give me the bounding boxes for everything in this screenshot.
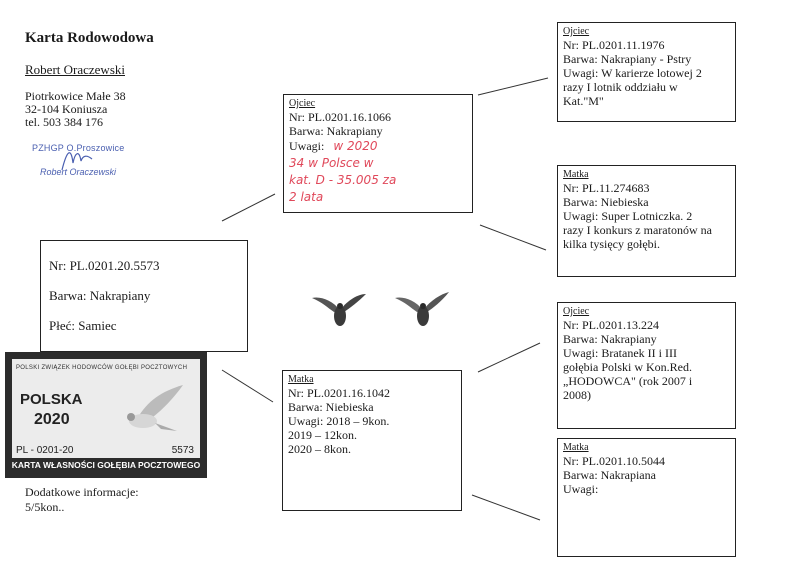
fm-color: Barwa: Niebieska — [563, 195, 649, 209]
mf-label: Ojciec — [563, 306, 590, 317]
ff-notes-2: razy I lotnik oddziału w — [563, 80, 678, 94]
paternal-grandfather-box — [557, 22, 736, 122]
ff-color: Barwa: Nakrapiany - Pstry — [563, 52, 692, 66]
owner-stamp — [32, 143, 142, 183]
signature-icon — [57, 145, 97, 175]
paternal-grandmother-box — [557, 165, 736, 277]
ff-ring: Nr: PL.0201.11.1976 — [563, 38, 665, 52]
card-organization: POLSKI ZWIĄZEK HODOWCÓW GOŁĘBI POCZTOWYCH — [16, 365, 188, 371]
page-title: Karta Rodowodowa — [25, 30, 154, 46]
father-notes-hand-2: 34 w Polsce w — [289, 156, 374, 170]
bird-color: Barwa: Nakrapiany — [49, 288, 151, 303]
ff-label: Ojciec — [563, 26, 590, 37]
fm-notes-2: razy I konkurs z maratonów na — [563, 223, 712, 237]
bird-sex: Płeć: Samiec — [49, 318, 117, 333]
father-box — [283, 94, 473, 213]
address-line-2: 32-104 Koniusza — [25, 102, 108, 116]
mf-ring: Nr: PL.0201.13.224 — [563, 318, 659, 332]
owner-address — [25, 90, 126, 129]
ownership-card — [5, 352, 207, 478]
father-notes-label: Uwagi: — [289, 139, 325, 153]
pigeon-icon — [393, 290, 453, 330]
ff-notes-3: Kat."M" — [563, 94, 604, 108]
maternal-grandmother-box — [557, 438, 736, 557]
fm-notes-1: Uwagi: Super Lotniczka. 2 — [563, 209, 693, 223]
mm-notes-label: Uwagi: — [563, 482, 599, 496]
fm-ring: Nr: PL.11.274683 — [563, 181, 650, 195]
maternal-grandfather-box — [557, 302, 736, 429]
mother-notes-2: 2019 – 12kon. — [288, 428, 357, 442]
father-notes-hand-1: w 2020 — [333, 139, 378, 153]
fm-notes-3: kilka tysięcy gołębi. — [563, 237, 660, 251]
stamp-line-2: Robert Oraczewski — [40, 167, 117, 177]
additional-info-label: Dodatkowe informacje: — [25, 485, 139, 499]
mm-label: Matka — [563, 442, 589, 453]
mother-notes-3: 2020 – 8kon. — [288, 442, 351, 456]
fm-label: Matka — [563, 169, 589, 180]
card-year: 2020 — [34, 411, 70, 428]
mf-notes-1: Uwagi: Bratanek II i III — [563, 346, 677, 360]
pigeon-icon — [117, 381, 187, 439]
additional-info — [25, 485, 139, 515]
ownership-card-face — [12, 359, 200, 458]
mf-notes-2: gołębia Polski w Kon.Red. — [563, 360, 692, 374]
phone-number: tel. 503 384 176 — [25, 115, 103, 129]
father-label: Ojciec — [289, 98, 316, 109]
card-footer: KARTA WŁASNOŚCI GOŁĘBIA POCZTOWEGO — [11, 460, 201, 470]
father-ring: Nr: PL.0201.16.1066 — [289, 110, 391, 124]
mother-label: Matka — [288, 374, 314, 385]
bird-ring-number: Nr: PL.0201.20.5573 — [49, 258, 160, 273]
father-notes-hand-4: 2 lata — [289, 190, 324, 204]
mother-notes-1: Uwagi: 2018 – 9kon. — [288, 414, 390, 428]
mother-ring: Nr: PL.0201.16.1042 — [288, 386, 390, 400]
mf-notes-4: 2008) — [563, 388, 591, 402]
mf-color: Barwa: Nakrapiany — [563, 332, 657, 346]
address-line-1: Piotrkowice Małe 38 — [25, 89, 126, 103]
stamp-line-1: PZHGP O.Proszowice — [32, 143, 125, 153]
pigeon-icon — [310, 290, 370, 330]
mother-box — [282, 370, 462, 511]
ff-notes-1: Uwagi: W karierze lotowej 2 — [563, 66, 702, 80]
mm-ring: Nr: PL.0201.10.5044 — [563, 454, 665, 468]
father-notes — [289, 138, 467, 155]
bird-info-box — [40, 240, 248, 352]
mf-notes-3: „HODOWCA" (rok 2007 i — [563, 374, 693, 388]
owner-name: Robert Oraczewski — [25, 62, 125, 77]
mm-color: Barwa: Nakrapiana — [563, 468, 656, 482]
card-ring-number: 5573 — [171, 445, 194, 456]
card-ring-prefix: PL - 0201-20 — [16, 445, 74, 456]
mother-color: Barwa: Niebieska — [288, 400, 374, 414]
card-country: POLSKA — [20, 391, 83, 408]
father-color: Barwa: Nakrapiany — [289, 124, 383, 138]
additional-info-value: 5/5kon.. — [25, 500, 65, 514]
father-notes-hand-3: kat. D - 35.005 za — [289, 173, 397, 187]
